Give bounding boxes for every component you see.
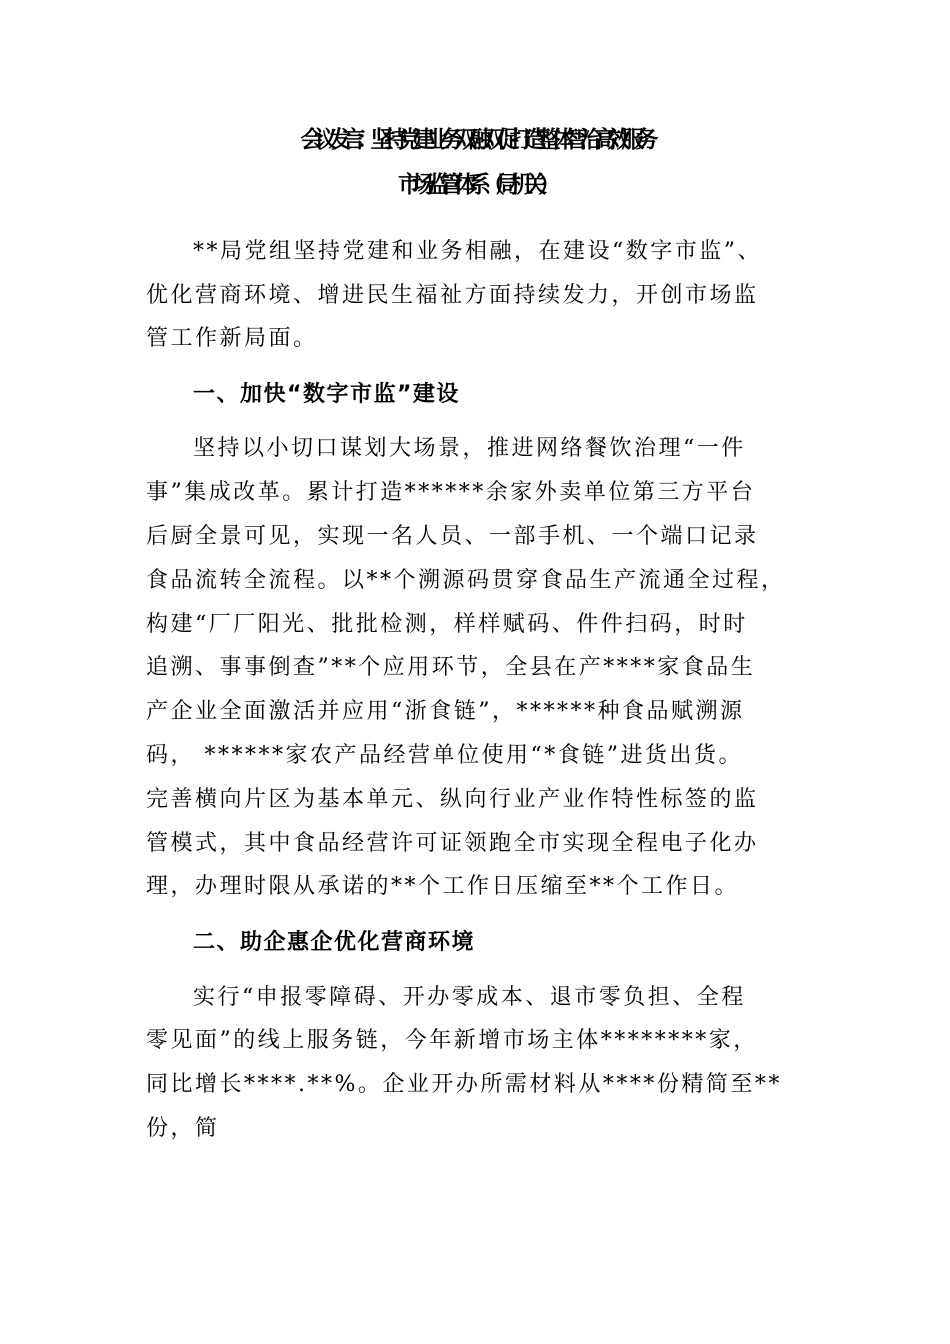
section-1-line: 追溯、事事倒查”**个应用环节，全县在产****家食品生 bbox=[146, 655, 756, 680]
section-1-line: 完善横向片区为基本单元、纵向行业产业作特性标签的监 bbox=[146, 787, 759, 812]
section-2-heading: 二、助企惠企优化营商环境 bbox=[193, 930, 476, 955]
intro-line: 管工作新局面。 bbox=[146, 326, 318, 351]
section-2-line: 实行“申报零障碍、开办零成本、退市零负担、全程 bbox=[193, 985, 746, 1010]
section-1-line: 食品流转全流程。以**个溯源码贯穿食品生产流通全过程， bbox=[146, 568, 786, 593]
intro-line: **局党组坚持党建和业务相融，在建设“数字市监”、 bbox=[193, 239, 762, 264]
section-1-line: 理，办理时限从承诺的**个工作日压缩至**个工作日。 bbox=[146, 874, 740, 899]
section-1-line: 管模式，其中食品经营许可证领跑全市实现全程电子化办 bbox=[146, 831, 759, 856]
section-2-line: 份，简 bbox=[146, 1116, 220, 1141]
section-1-line: 码， ******家农产品经营单位使用“*食链”进货出货。 bbox=[146, 743, 743, 768]
section-1-line: 坚持以小切口谋划大场景，推进网络餐饮治理“一件 bbox=[193, 436, 746, 461]
section-1-line: 后厨全景可见，实现一名人员、一部手机、一个端口记录 bbox=[146, 524, 759, 549]
section-1-heading: 一、加快“数字市监”建设 bbox=[193, 382, 460, 407]
section-2-line: 零见面”的线上服务链，今年新增市场主体********家， bbox=[146, 1028, 758, 1053]
document-title-line-1: 会议发言：坚持党建业务双融双促 打造整体智治高效服务 bbox=[300, 127, 650, 153]
section-1-line: 事”集成改革。累计打造******余家外卖单位第三方平台 bbox=[146, 480, 756, 505]
section-1-line: 产企业全面激活并应用“浙食链”，******种食品赋溯源 bbox=[146, 699, 745, 724]
intro-line: 优化营商环境、增进民生福祉方面持续发力，开创市场监 bbox=[146, 283, 759, 308]
section-1-line: 构建“厂厂阳光、批批检测，样样赋码、件件扫码，时时 bbox=[146, 612, 748, 637]
document-title-line-2: 市场监管体系（局机关） bbox=[398, 172, 552, 198]
section-2-line: 同比增长****.**%。企业开办所需材料从****份精简至** bbox=[146, 1072, 782, 1097]
